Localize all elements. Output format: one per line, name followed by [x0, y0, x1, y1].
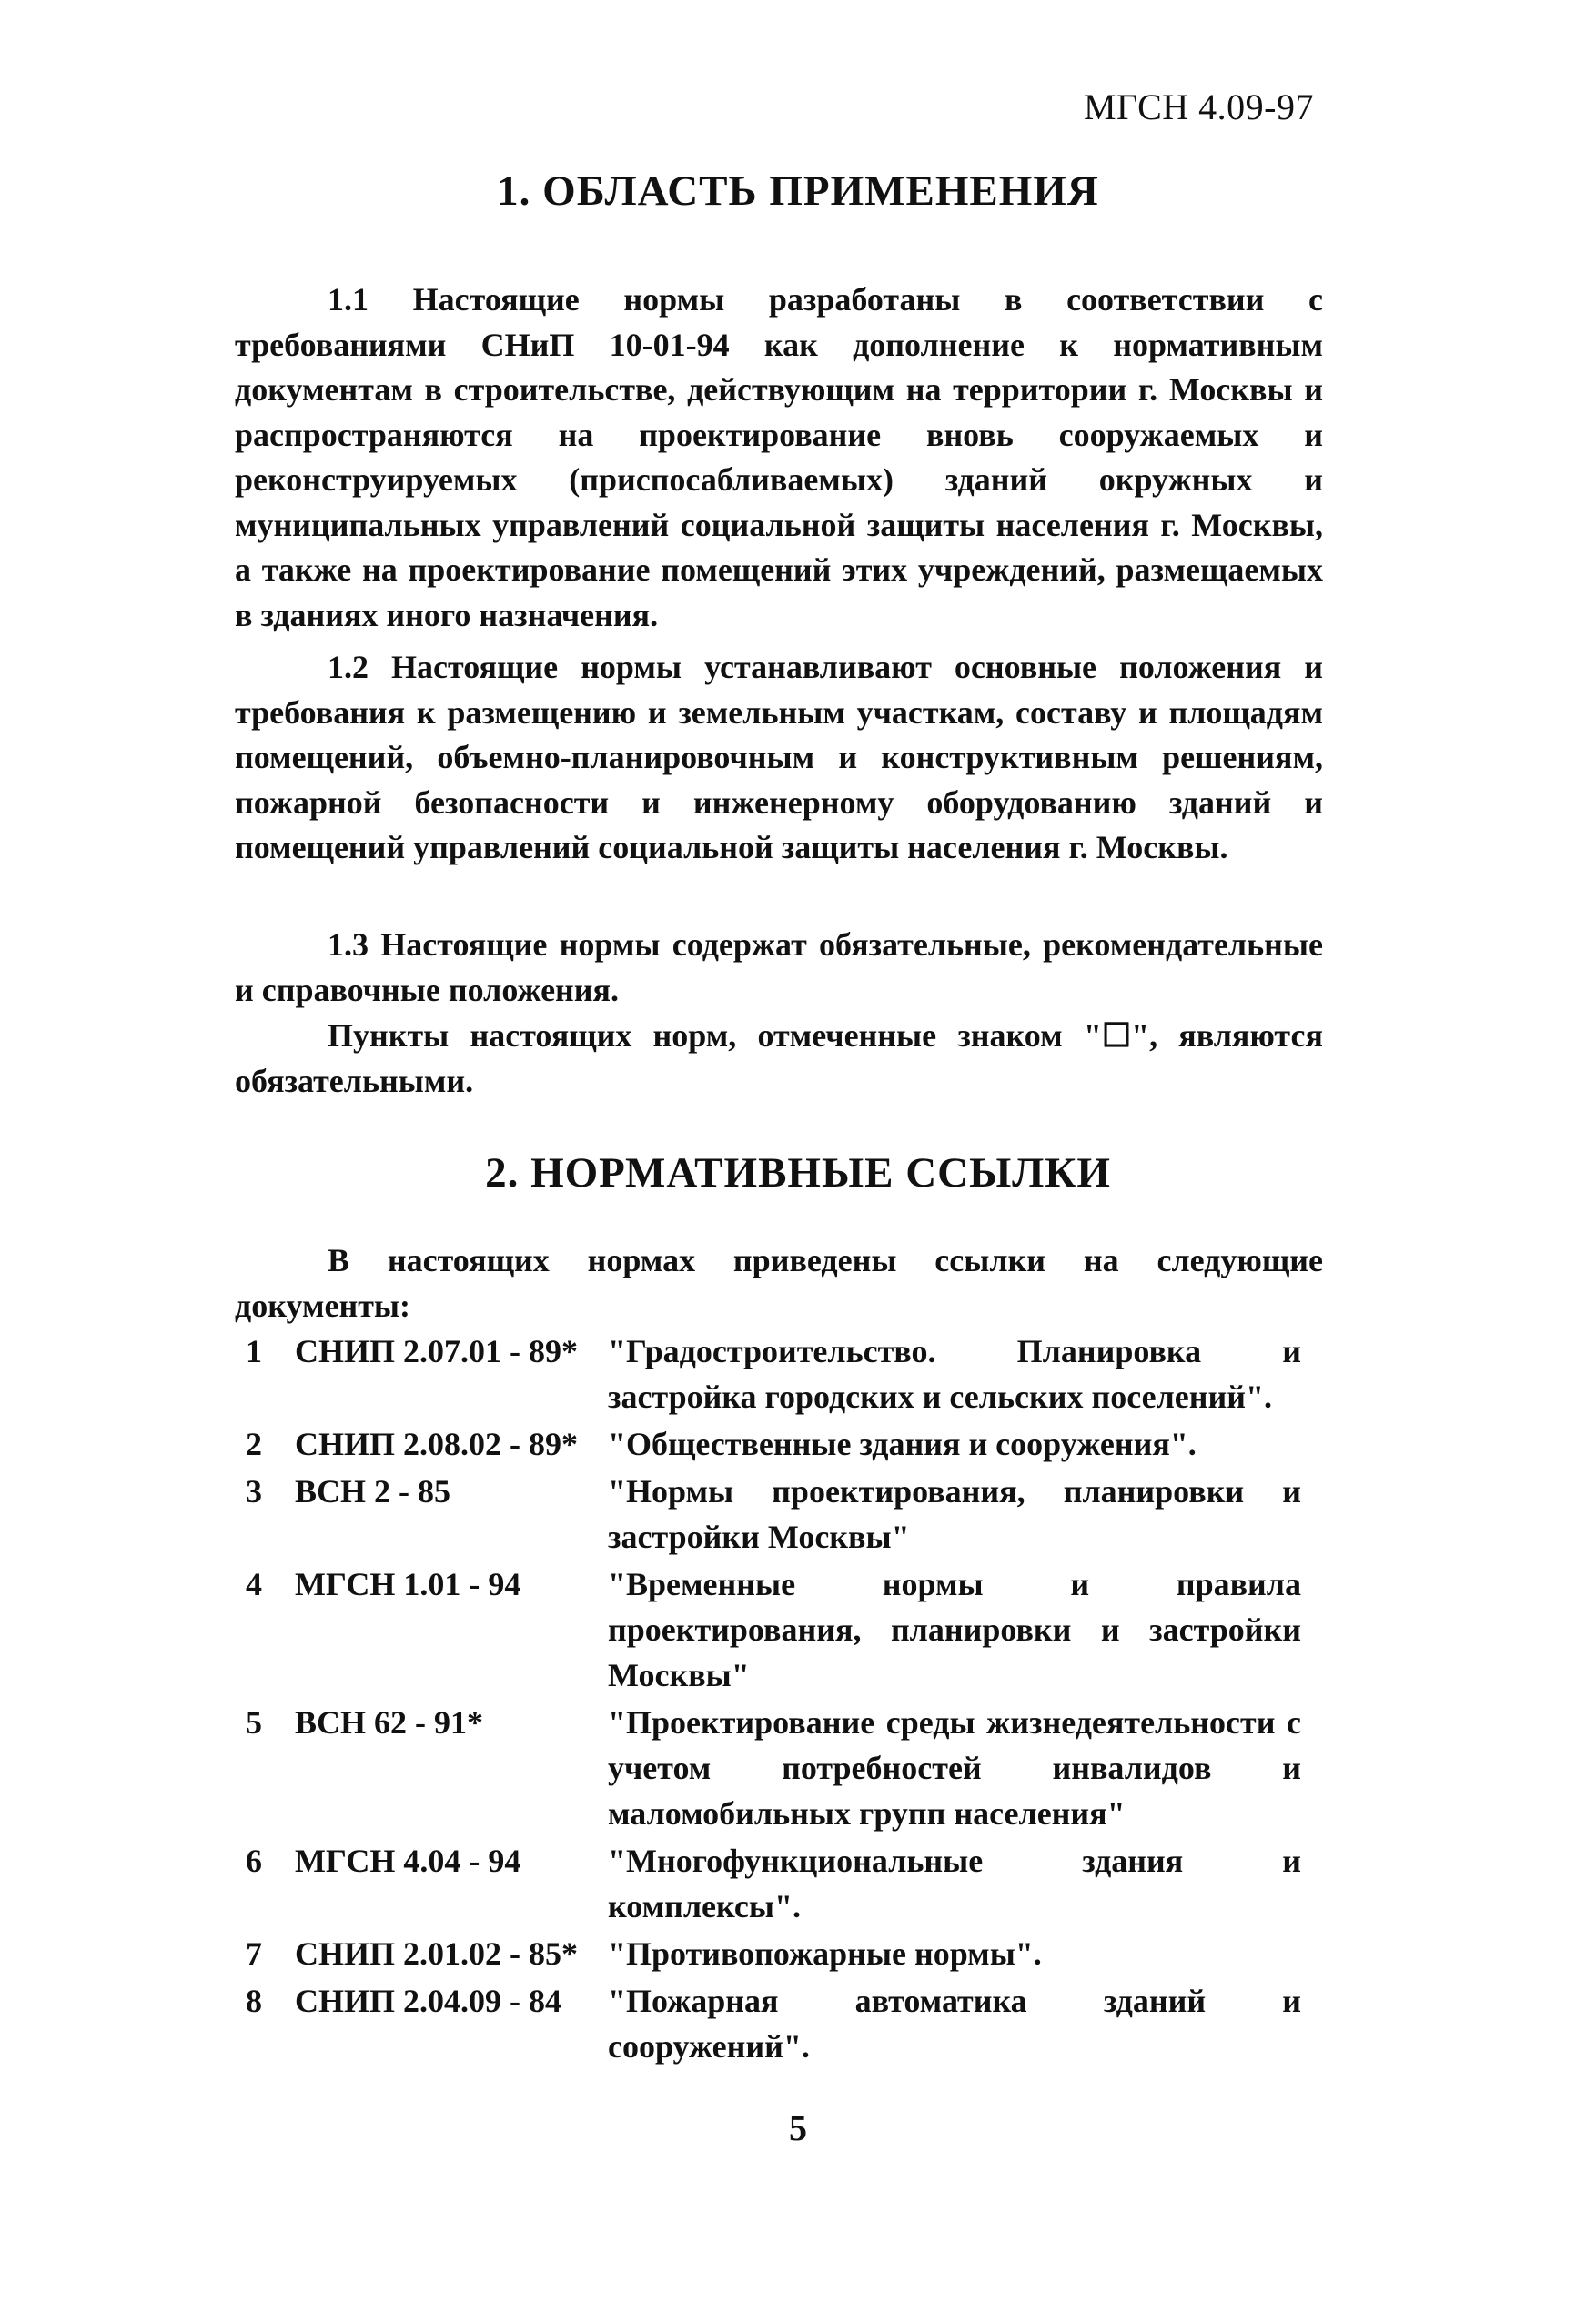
paragraph-1-3: 1.3 Настоящие нормы содержат обязательные, рекомендательные и справочные положения. [235, 926, 1323, 1008]
reference-item [235, 1328, 1327, 1419]
reference-code: СНИП 2.04.09 - 84 [295, 1983, 561, 2019]
reference-title: "Временные нормы и правила проектирования, планировки и застройки Москвы" [608, 1566, 1301, 1693]
references-intro: В настоящих нормах приведены ссылки на следующие документы: [235, 1242, 1323, 1324]
reference-item [235, 1421, 1327, 1467]
reference-number: 4 [246, 1566, 262, 1602]
reference-code: СНИП 2.08.02 - 89* [295, 1426, 578, 1462]
reference-code: ВСН 2 - 85 [295, 1473, 450, 1510]
reference-code: ВСН 62 - 91* [295, 1704, 483, 1741]
reference-number: 1 [246, 1333, 262, 1369]
reference-number: 7 [246, 1935, 262, 1972]
reference-number: 6 [246, 1843, 262, 1879]
reference-title: "Пожарная автоматика зданий и сооружений". [608, 1983, 1301, 2065]
reference-title: "Градостроительство. Планировка и застройка городских и сельских поселений". [608, 1333, 1301, 1415]
reference-number: 5 [246, 1704, 262, 1741]
page-number: 5 [789, 2107, 807, 2148]
reference-title: "Многофункциональные здания и комплексы". [608, 1843, 1301, 1924]
reference-item [235, 1838, 1327, 1929]
reference-title: "Противопожарные нормы". [608, 1935, 1042, 1972]
reference-number: 8 [246, 1983, 262, 2019]
paragraph-1-2: 1.2 Настоящие нормы устанавливают основные положения и требования к размещению и земельным участкам, составу и площадям помещений, объемно-планировочным и конструктивным решениям, пожарной безопасности и инженерному оборудованию зданий и помещений управлений социальной защиты населения г. Москвы. [235, 649, 1323, 865]
section-2-title: 2. НОРМАТИВНЫЕ ССЫЛКИ [485, 1149, 1111, 1197]
reference-code: СНИП 2.01.02 - 85* [295, 1935, 578, 1972]
paragraph-1-1: 1.1 Настоящие нормы разработаны в соответствии с требованиями СНиП 10-01-94 как дополнение к нормативным документам в строительстве, действующим на территории г. Москвы и распространяются на проектирование вновь сооружаемых и реконструируемых (приспосабливаемых) зданий окружных и муниципальных управлений социальной защиты населения г. Москвы, а также на проектирование помещений этих учреждений, размещаемых в зданиях иного назначения. [235, 281, 1323, 633]
reference-code: МГСН 1.01 - 94 [295, 1566, 521, 1602]
reference-item [235, 1561, 1327, 1698]
reference-code: МГСН 4.04 - 94 [295, 1843, 521, 1879]
reference-number: 3 [246, 1473, 262, 1510]
reference-item [235, 1978, 1327, 2069]
paragraph-mandatory-note: Пункты настоящих норм, отмеченные знаком "☐", являются обязательными. [235, 1017, 1323, 1099]
reference-number: 2 [246, 1426, 262, 1462]
document-code: МГСН 4.09-97 [1083, 86, 1314, 127]
reference-item [235, 1931, 1327, 1976]
reference-title: "Проектирование среды жизнедеятельности с учетом потребностей инвалидов и маломобильных групп населения" [608, 1704, 1301, 1832]
references-list [235, 1328, 1327, 2071]
section-1-title: 1. ОБЛАСТЬ ПРИМЕНЕНИЯ [497, 167, 1099, 215]
reference-title: "Общественные здания и сооружения". [608, 1426, 1197, 1462]
reference-item [235, 1700, 1327, 1836]
reference-title: "Нормы проектирования, планировки и застройки Москвы" [608, 1473, 1301, 1555]
reference-code: СНИП 2.07.01 - 89* [295, 1333, 578, 1369]
reference-item [235, 1469, 1327, 1560]
